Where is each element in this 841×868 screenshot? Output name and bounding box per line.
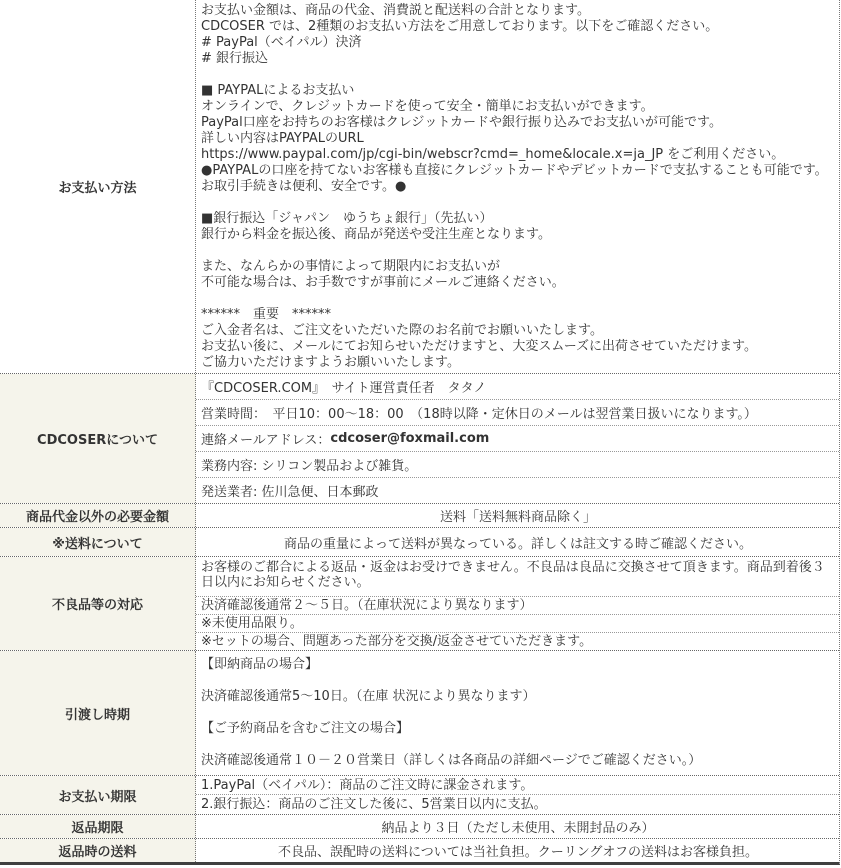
- paypal-url-text: https://www.paypal.com/jp/cgi-bin/webscr?cmd=_home&locale.x=ja_JP をご利用ください。: [201, 147, 785, 162]
- return-deadline-label: 返品期限: [0, 815, 196, 838]
- text-line: PayPal口座をお持ちのお客様はクレジットカードや銀行振り込みでお支払いが可能です。: [201, 115, 722, 130]
- text-line: ご入金者名は、ご注文をいただいた際のお名前でお願いいたします。: [201, 323, 603, 338]
- delivery-time-content: [196, 651, 839, 775]
- contact-email-row: [196, 426, 839, 452]
- defective-items-content: [196, 557, 839, 650]
- defective-processing-time: 決済確認後通常２～５日。（在庫状況により異なります）: [196, 597, 839, 615]
- text-line: お取引手続きは便利、安全です。●: [201, 179, 407, 194]
- delivery-preorder-heading: 【ご予約商品を含むご注文の場合】: [201, 721, 410, 736]
- payment-deadline-label: お支払い期限: [0, 776, 196, 814]
- row-return-deadline: [0, 814, 839, 838]
- defective-set-note: ※セットの場合、問題あった部分を交換/返金させていただきます。: [201, 634, 593, 649]
- shipping-carrier-row: 発送業者: 佐川急便、日本郵政: [201, 485, 379, 500]
- extra-fees-label: 商品代金以外の必要金額: [0, 504, 196, 527]
- delivery-ready-stock-time: 決済確認後通常5～10日。（在庫 状況により異なります）: [201, 689, 536, 704]
- text-line: # PayPal（ベイパル）決済: [201, 35, 362, 50]
- blank-line: [201, 67, 835, 83]
- text-line: 銀行から料金を振込後、商品が発送や受注生産となります。: [201, 227, 551, 242]
- return-shipping-label: 返品時の送料: [0, 839, 196, 862]
- blank-line: [201, 673, 835, 689]
- business-hours-row: 営業時間： 平日10：00～18：00 （18時以降・定休日のメールは翌営業日扱いになります。）: [196, 400, 839, 426]
- delivery-time-label: 引渡し時期: [0, 651, 196, 775]
- site-owner-row: 『CDCOSER.COM』 サイト運営責任者 タタノ: [196, 374, 839, 400]
- row-about: [0, 373, 839, 503]
- contact-email-label: 連絡メールアドレス：: [201, 433, 331, 448]
- text-line: 不可能な場合は、お手数ですが事前にメールご連絡ください。: [201, 275, 565, 290]
- blank-line: [201, 737, 835, 753]
- defective-items-label: 不良品等の対応: [0, 557, 196, 650]
- business-description-row: 業務内容: シリコン製品および雑貨。: [196, 452, 839, 478]
- blank-line: [201, 291, 835, 307]
- row-payment-method: [0, 0, 839, 373]
- text-line: お支払い金額は、商品の代金、消費説と配送料の合計となります。: [201, 3, 590, 18]
- text-line: ●PAYPALの口座を持てないお客様も直接にクレジットカードやデビットカードで支払することも可能です。: [201, 163, 828, 178]
- row-shipping-note: [0, 527, 839, 556]
- row-defective-items: [0, 556, 839, 650]
- blank-line: [201, 243, 835, 259]
- return-deadline-text: 納品より３日（ただし未使用、未開封品のみ）: [381, 821, 655, 836]
- row-delivery-time: [0, 650, 839, 775]
- text-line: 詳しい内容はPAYPALのURL: [201, 131, 364, 146]
- shipping-note-label: ※送料について: [0, 528, 196, 556]
- text-line: ■ PAYPALによるお支払い: [201, 83, 355, 98]
- payment-deadline-paypal: 1.PayPal（ベイパル）：商品のご注文時に課金されます。: [196, 776, 839, 795]
- payment-deadline-bank: 2.銀行振込：商品のご注文した後に、5営業日以内に支払。: [201, 797, 547, 812]
- about-label: CDCOSERについて: [0, 374, 196, 503]
- blank-line: [201, 705, 835, 721]
- row-payment-deadline: [0, 775, 839, 814]
- contact-email-address: cdcoser@foxmail.com: [330, 431, 490, 446]
- defective-unused-only-note: ※未使用品限り。: [196, 615, 839, 633]
- payment-deadline-content: [196, 776, 839, 814]
- important-note-heading: ****** 重要 ******: [201, 307, 332, 322]
- about-content: [196, 374, 839, 503]
- text-line: # 銀行振込: [201, 51, 269, 66]
- row-extra-fees: [0, 503, 839, 527]
- text-line: ご協力いただけますようお願いいたします。: [201, 355, 460, 370]
- defective-policy-text: お客様のご都合による返品・返金はお受けできません。不良品は良品に交換させて頂きます。商品到着後３日以内にお知らせください。: [196, 557, 839, 597]
- text-line: また、なんらかの事情によって期限内にお支払いが: [201, 259, 501, 274]
- text-line: ■銀行振込「ジャパン ゆうちょ銀行」（先払い）: [201, 211, 493, 226]
- blank-line: [201, 195, 835, 211]
- text-line: CDCOSER では、2種類のお支払い方法をご用意しております。以下をご確認ください。: [201, 19, 719, 34]
- row-return-shipping: [0, 838, 839, 862]
- bottom-margin: [0, 865, 841, 867]
- text-line: オンラインで、クレジットカードを使って安全・簡単にお支払いができます。: [201, 99, 654, 114]
- payment-method-content: [196, 0, 839, 373]
- shipping-note-text: 商品の重量によって送料が異なっている。詳しくは註文する時ご確認ください。: [283, 536, 752, 552]
- extra-fees-text: 送料「送料無料商品除く」: [439, 510, 596, 525]
- delivery-preorder-time: 決済確認後通常１０－２０営業日（詳しくは各商品の詳細ページでご確認ください。）: [201, 753, 702, 768]
- delivery-ready-stock-heading: 【即納商品の場合】: [201, 657, 319, 672]
- payment-method-label: お支払い方法: [0, 0, 196, 373]
- text-line: お支払い後に、メールにてお知らせいただけますと、大変スムーズに出荷させていただけます。: [201, 339, 758, 354]
- return-shipping-text: 不良品、誤配時の送料については当社負担。クーリングオフの送料はお客様負担。: [277, 845, 759, 860]
